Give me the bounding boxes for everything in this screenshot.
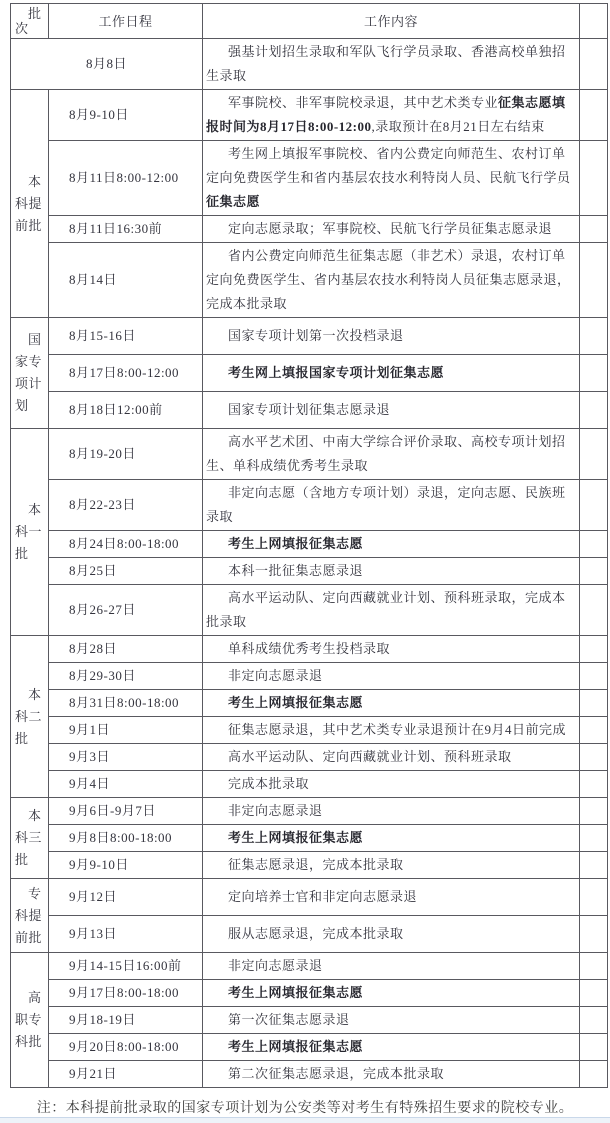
content-cell [203,690,580,717]
date-cell: 9月3日 [49,744,203,771]
date-cell: 9月21日 [49,1061,203,1088]
date-cell: 8月28日 [49,636,203,663]
content-text: 省内公费定向师范生征集志愿（非艺术）录退，农村订单定向免费医学生、省内基层农技水利特岗人员征集志愿录退，完成本批录取 [206,248,571,311]
table-row [11,690,608,717]
content-text: 非定向志愿（含地方专项计划）录退，定向志愿、民族班录取 [206,485,566,524]
date-cell: 8月9-10日 [49,90,203,141]
spacer-cell [580,531,608,558]
batch-cell: 本科一批 [11,429,49,636]
table-row [11,1007,608,1034]
table-row [11,429,608,480]
content-text-bold: 考生上网填报征集志愿 [228,985,364,1000]
content-text: 第二次征集志愿录退，完成本批录取 [228,1066,445,1081]
batch-cell: 本科提前批 [11,90,49,318]
spacer-cell [580,90,608,141]
content-cell [203,429,580,480]
content-cell [203,480,580,531]
date-cell: 8月19-20日 [49,429,203,480]
table-row [11,825,608,852]
spacer-cell [580,355,608,392]
spacer-cell [580,717,608,744]
date-cell: 8月8日 [11,39,203,90]
spacer-cell [580,39,608,90]
table-row [11,318,608,355]
batch-cell: 国家专项计划 [11,318,49,429]
date-cell: 9月14-15日16:00前 [49,953,203,980]
content-text: 定向志愿录取；军事院校、民航飞行学员征集志愿录退 [228,221,553,236]
table-row [11,585,608,636]
content-cell [203,798,580,825]
content-text: 第一次征集志愿录退 [228,1012,350,1027]
content-cell [203,531,580,558]
content-cell [203,216,580,243]
table-row [11,852,608,879]
content-cell [203,392,580,429]
spacer-cell [580,916,608,953]
spacer-cell [580,216,608,243]
content-text: 征集志愿录退，完成本批录取 [228,857,404,872]
content-text: 定向培养士官和非定向志愿录退 [228,889,418,904]
spacer-cell [580,636,608,663]
admission-schedule-table [10,3,608,1088]
spacer-cell [580,690,608,717]
spacer-cell [580,585,608,636]
spacer-cell [580,1034,608,1061]
header-row [11,4,608,39]
footnote: 注：本科提前批录取的国家专项计划为公安类等对考生有特殊招生要求的院校专业。 [36,1099,574,1115]
content-text-bold: 考生上网填报征集志愿 [228,536,364,551]
content-cell [203,744,580,771]
table-row [11,90,608,141]
content-cell [203,663,580,690]
spacer-cell [580,953,608,980]
date-cell: 8月22-23日 [49,480,203,531]
table-row [11,744,608,771]
date-cell: 8月14日 [49,243,203,318]
date-cell: 8月31日8:00-18:00 [49,690,203,717]
schedule-table-body [11,39,608,1088]
content-text-bold: 征集志愿 [206,194,261,209]
table-row [11,636,608,663]
content-text-bold: 考生上网填报征集志愿 [228,695,364,710]
date-cell: 8月15-16日 [49,318,203,355]
content-text: 军事院校、非军事院校录退，其中艺术类专业 [228,95,499,110]
table-row [11,531,608,558]
table-row [11,771,608,798]
table-row [11,717,608,744]
content-text: 考生网上填报军事院校、省内公费定向师范生、农村订单定向免费医学生和省内基层农技水利特岗人员、民航飞行学员 [206,146,571,185]
content-cell [203,825,580,852]
table-row [11,798,608,825]
content-cell [203,1034,580,1061]
content-cell [203,558,580,585]
header-schedule: 工作日程 [49,4,203,39]
table-row [11,480,608,531]
content-cell [203,1061,580,1088]
table-row [11,1034,608,1061]
table-row [11,879,608,916]
date-cell: 8月24日8:00-18:00 [49,531,203,558]
content-cell [203,636,580,663]
content-cell [203,717,580,744]
date-cell: 8月25日 [49,558,203,585]
content-cell [203,771,580,798]
content-cell [203,879,580,916]
content-cell [203,90,580,141]
date-cell: 9月8日8:00-18:00 [49,825,203,852]
content-text: 单科成绩优秀考生投档录取 [228,641,391,656]
content-cell [203,141,580,216]
spacer-cell [580,558,608,585]
content-text: 本科一批征集志愿录退 [228,563,364,578]
date-cell: 9月13日 [49,916,203,953]
date-cell: 9月18-19日 [49,1007,203,1034]
table-row [11,953,608,980]
date-cell: 8月29-30日 [49,663,203,690]
content-text-bold: 考生上网填报征集志愿 [228,1039,364,1054]
content-cell [203,916,580,953]
spacer-cell [580,798,608,825]
content-text-bold: 考生网上填报国家专项计划征集志愿 [228,365,445,380]
content-text: 非定向志愿录退 [228,958,323,973]
spacer-cell [580,663,608,690]
spacer-cell [580,771,608,798]
content-cell [203,953,580,980]
content-cell [203,355,580,392]
date-cell: 8月11日8:00-12:00 [49,141,203,216]
table-row [11,663,608,690]
table-row [11,1061,608,1088]
content-text: 国家专项计划征集志愿录退 [228,402,391,417]
spacer-cell [580,825,608,852]
content-text-bold: 考生上网填报征集志愿 [228,830,364,845]
date-cell: 9月6日-9月7日 [49,798,203,825]
table-row [11,216,608,243]
table-row [11,39,608,90]
header-spacer-cell [580,4,608,39]
date-cell: 8月18日12:00前 [49,392,203,429]
content-text: 高水平艺术团、中南大学综合评价录取、高校专项计划招生、单科成绩优秀考生录取 [206,434,566,473]
spacer-cell [580,852,608,879]
content-cell [203,318,580,355]
spacer-cell [580,243,608,318]
table-row [11,980,608,1007]
date-cell: 8月26-27日 [49,585,203,636]
spacer-cell [580,1007,608,1034]
spacer-cell [580,744,608,771]
date-cell: 9月17日8:00-18:00 [49,980,203,1007]
header-batch: 批次 [11,4,49,39]
content-cell [203,852,580,879]
content-cell [203,980,580,1007]
table-row [11,392,608,429]
content-text: 非定向志愿录退 [228,803,323,818]
content-text: 高水平运动队、定向西藏就业计划、预科班录取，完成本批录取 [206,590,566,629]
batch-cell: 高职专科批 [11,953,49,1088]
date-cell: 9月4日 [49,771,203,798]
content-text: 强基计划招生录取和军队飞行学员录取、香港高校单独招生录取 [206,44,566,83]
date-cell: 8月17日8:00-12:00 [49,355,203,392]
spacer-cell [580,429,608,480]
content-text: 高水平运动队、定向西藏就业计划、预科班录取 [228,749,512,764]
spacer-cell [580,392,608,429]
content-text: ,录取预计在8月21日左右结束 [371,119,545,134]
spacer-cell [580,879,608,916]
date-cell: 8月11日16:30前 [49,216,203,243]
content-text: 国家专项计划第一次投档录退 [228,328,404,343]
content-cell [203,585,580,636]
date-cell: 9月20日8:00-18:00 [49,1034,203,1061]
table-row [11,355,608,392]
spacer-cell [580,480,608,531]
date-cell: 9月1日 [49,717,203,744]
content-text: 服从志愿录退，完成本批录取 [228,926,404,941]
spacer-cell [580,1061,608,1088]
content-text-bold: 征集志愿填报时间为8月17日8:00-12:00 [206,95,566,134]
content-text: 征集志愿录退，其中艺术类专业录退预计在9月4日前完成 [228,722,567,737]
bottom-divider [0,1117,610,1123]
spacer-cell [580,141,608,216]
content-text: 非定向志愿录退 [228,668,323,683]
batch-cell: 专科提前批 [11,879,49,953]
spacer-cell [580,980,608,1007]
content-cell [203,39,580,90]
table-row [11,558,608,585]
batch-cell: 本科二批 [11,636,49,798]
content-cell [203,243,580,318]
content-text: 完成本批录取 [228,776,310,791]
table-row [11,141,608,216]
date-cell: 9月12日 [49,879,203,916]
table-row [11,916,608,953]
header-content: 工作内容 [203,4,580,39]
batch-cell: 本科三批 [11,798,49,879]
content-cell [203,1007,580,1034]
table-row [11,243,608,318]
date-cell: 9月9-10日 [49,852,203,879]
spacer-cell [580,318,608,355]
